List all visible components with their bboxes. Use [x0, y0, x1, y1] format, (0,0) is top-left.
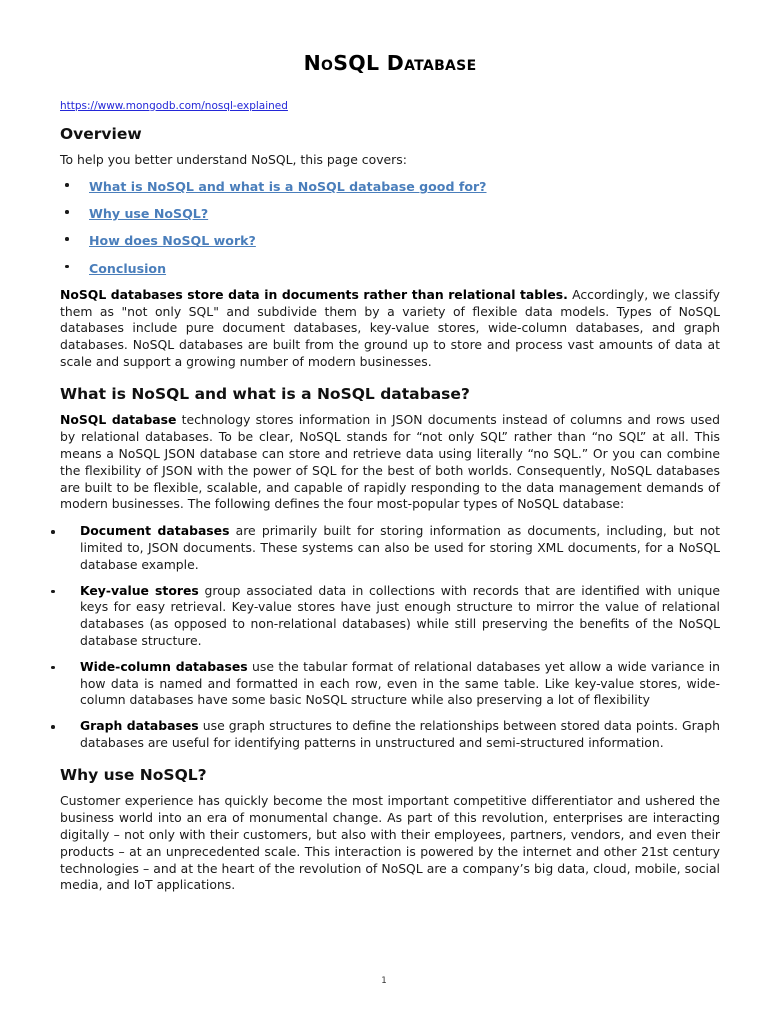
heading-what-is-nosql: What is NoSQL and what is a NoSQL database? — [60, 384, 470, 403]
overview-intro-text: To help you better understand NoSQL, this page covers: — [60, 152, 407, 168]
what-is-nosql-paragraph — [60, 412, 720, 513]
heading-overview: Overview — [60, 124, 142, 143]
heading-why-use-nosql: Why use NoSQL? — [60, 765, 207, 784]
what-is-nosql-lead-bold: NoSQL database — [60, 412, 177, 428]
page-footer — [0, 968, 768, 987]
overview-summary-paragraph — [60, 287, 720, 371]
why-use-nosql-paragraph: Customer experience has quickly become the most important competitive differentiator and ushered the business world into an era of monumental change. As part of this revolution, enterprises are interacting digitally – not only with their customers, but also with their employees, partners, vendors, and even their products – at an unprecedented scale. This interaction is powered by the internet and other 21st century technologies – and at the heart of the revolution of NoSQL are a company’s big data, cloud, mobile, social media, and IoT applications. — [60, 793, 720, 893]
what-is-nosql-body: technology stores information in JSON documents instead of columns and rows used by relational databases. To be clear, NoSQL stands for “not only SQL” rather than “no SQL” at all. This means a NoSQL JSON database can store and retrieve data using literally “no SQL.” Or you can combine the flexibility of JSON with the power of SQL for the best of both worlds. Consequently, NoSQL databases are built to be flexible, scalable, and capable of rapidly responding to the data management demands of modern businesses. The following defines the four most-popular types of NoSQL database: — [60, 412, 721, 512]
list-item — [40, 583, 720, 650]
type-description: are primarily built for storing information as documents, including, but not limited to, JSON documents. These systems can also be used for storing XML documents, for a NoSQL database example. — [80, 523, 720, 572]
list-item — [60, 258, 720, 277]
list-item — [40, 659, 720, 709]
document-content — [60, 52, 720, 904]
source-url-link[interactable]: https://www.mongodb.com/nosql-explained — [60, 99, 288, 112]
list-item — [40, 718, 720, 752]
source-url-line — [60, 94, 720, 113]
type-term: Graph databases — [80, 718, 199, 734]
type-wide-column-databases — [80, 659, 720, 709]
page-title: NoSQL Database — [303, 51, 477, 75]
type-term: Wide‑column databases — [80, 658, 248, 674]
type-term: Key‑value stores — [80, 582, 199, 598]
toc-link-conclusion[interactable]: Conclusion — [89, 260, 167, 276]
type-graph-databases — [80, 718, 720, 752]
overview-summary-lead-bold: NoSQL databases store data in documents rather than relational tables. — [60, 286, 568, 302]
type-key-value-stores — [80, 583, 720, 650]
type-description: use graph structures to define the relationships between stored data points. Graph databases are useful for identifying patterns in unstructured and semi-structured information. — [80, 718, 720, 750]
list-item — [60, 230, 720, 249]
toc-link-how-does-nosql-work[interactable]: How does NoSQL work? — [89, 233, 256, 249]
type-document-databases — [80, 523, 720, 573]
type-description: use the tabular format of relational databases yet allow a wide variance in how data is named and formatted in each row, even in the same table. Like key-value stores, wide-column databases have some basic NoSQL structure while also preserving a lot of flexibility — [80, 658, 720, 708]
type-term: Document databases — [80, 523, 230, 539]
list-item — [60, 203, 720, 222]
toc-link-what-is-nosql[interactable]: What is NoSQL and what is a NoSQL database good for? — [89, 179, 487, 195]
nosql-types-list — [40, 523, 720, 752]
table-of-contents-list — [60, 176, 720, 277]
page-number: 1 — [381, 976, 387, 986]
list-item — [60, 176, 720, 195]
list-item — [40, 523, 720, 573]
overview-summary-body: Accordingly, we classify them as "not only SQL" and subdivide them by a variety of flexible data models. Types of NoSQL databases include pure document databases, key-value stores, wide-column databases, and graph databases. NoSQL databases are built from the ground up to store and process vast amounts of data at scale and support a growing number of modern businesses. — [60, 286, 720, 370]
type-description: group associated data in collections with records that are identified with unique keys for easy retrieval. Key-value stores have just enough structure to mirror the value of relational databases (as opposed to non-relational databases) while still preserving the benefits of the NoSQL database structure. — [80, 582, 720, 648]
toc-link-why-use-nosql[interactable]: Why use NoSQL? — [89, 206, 209, 222]
